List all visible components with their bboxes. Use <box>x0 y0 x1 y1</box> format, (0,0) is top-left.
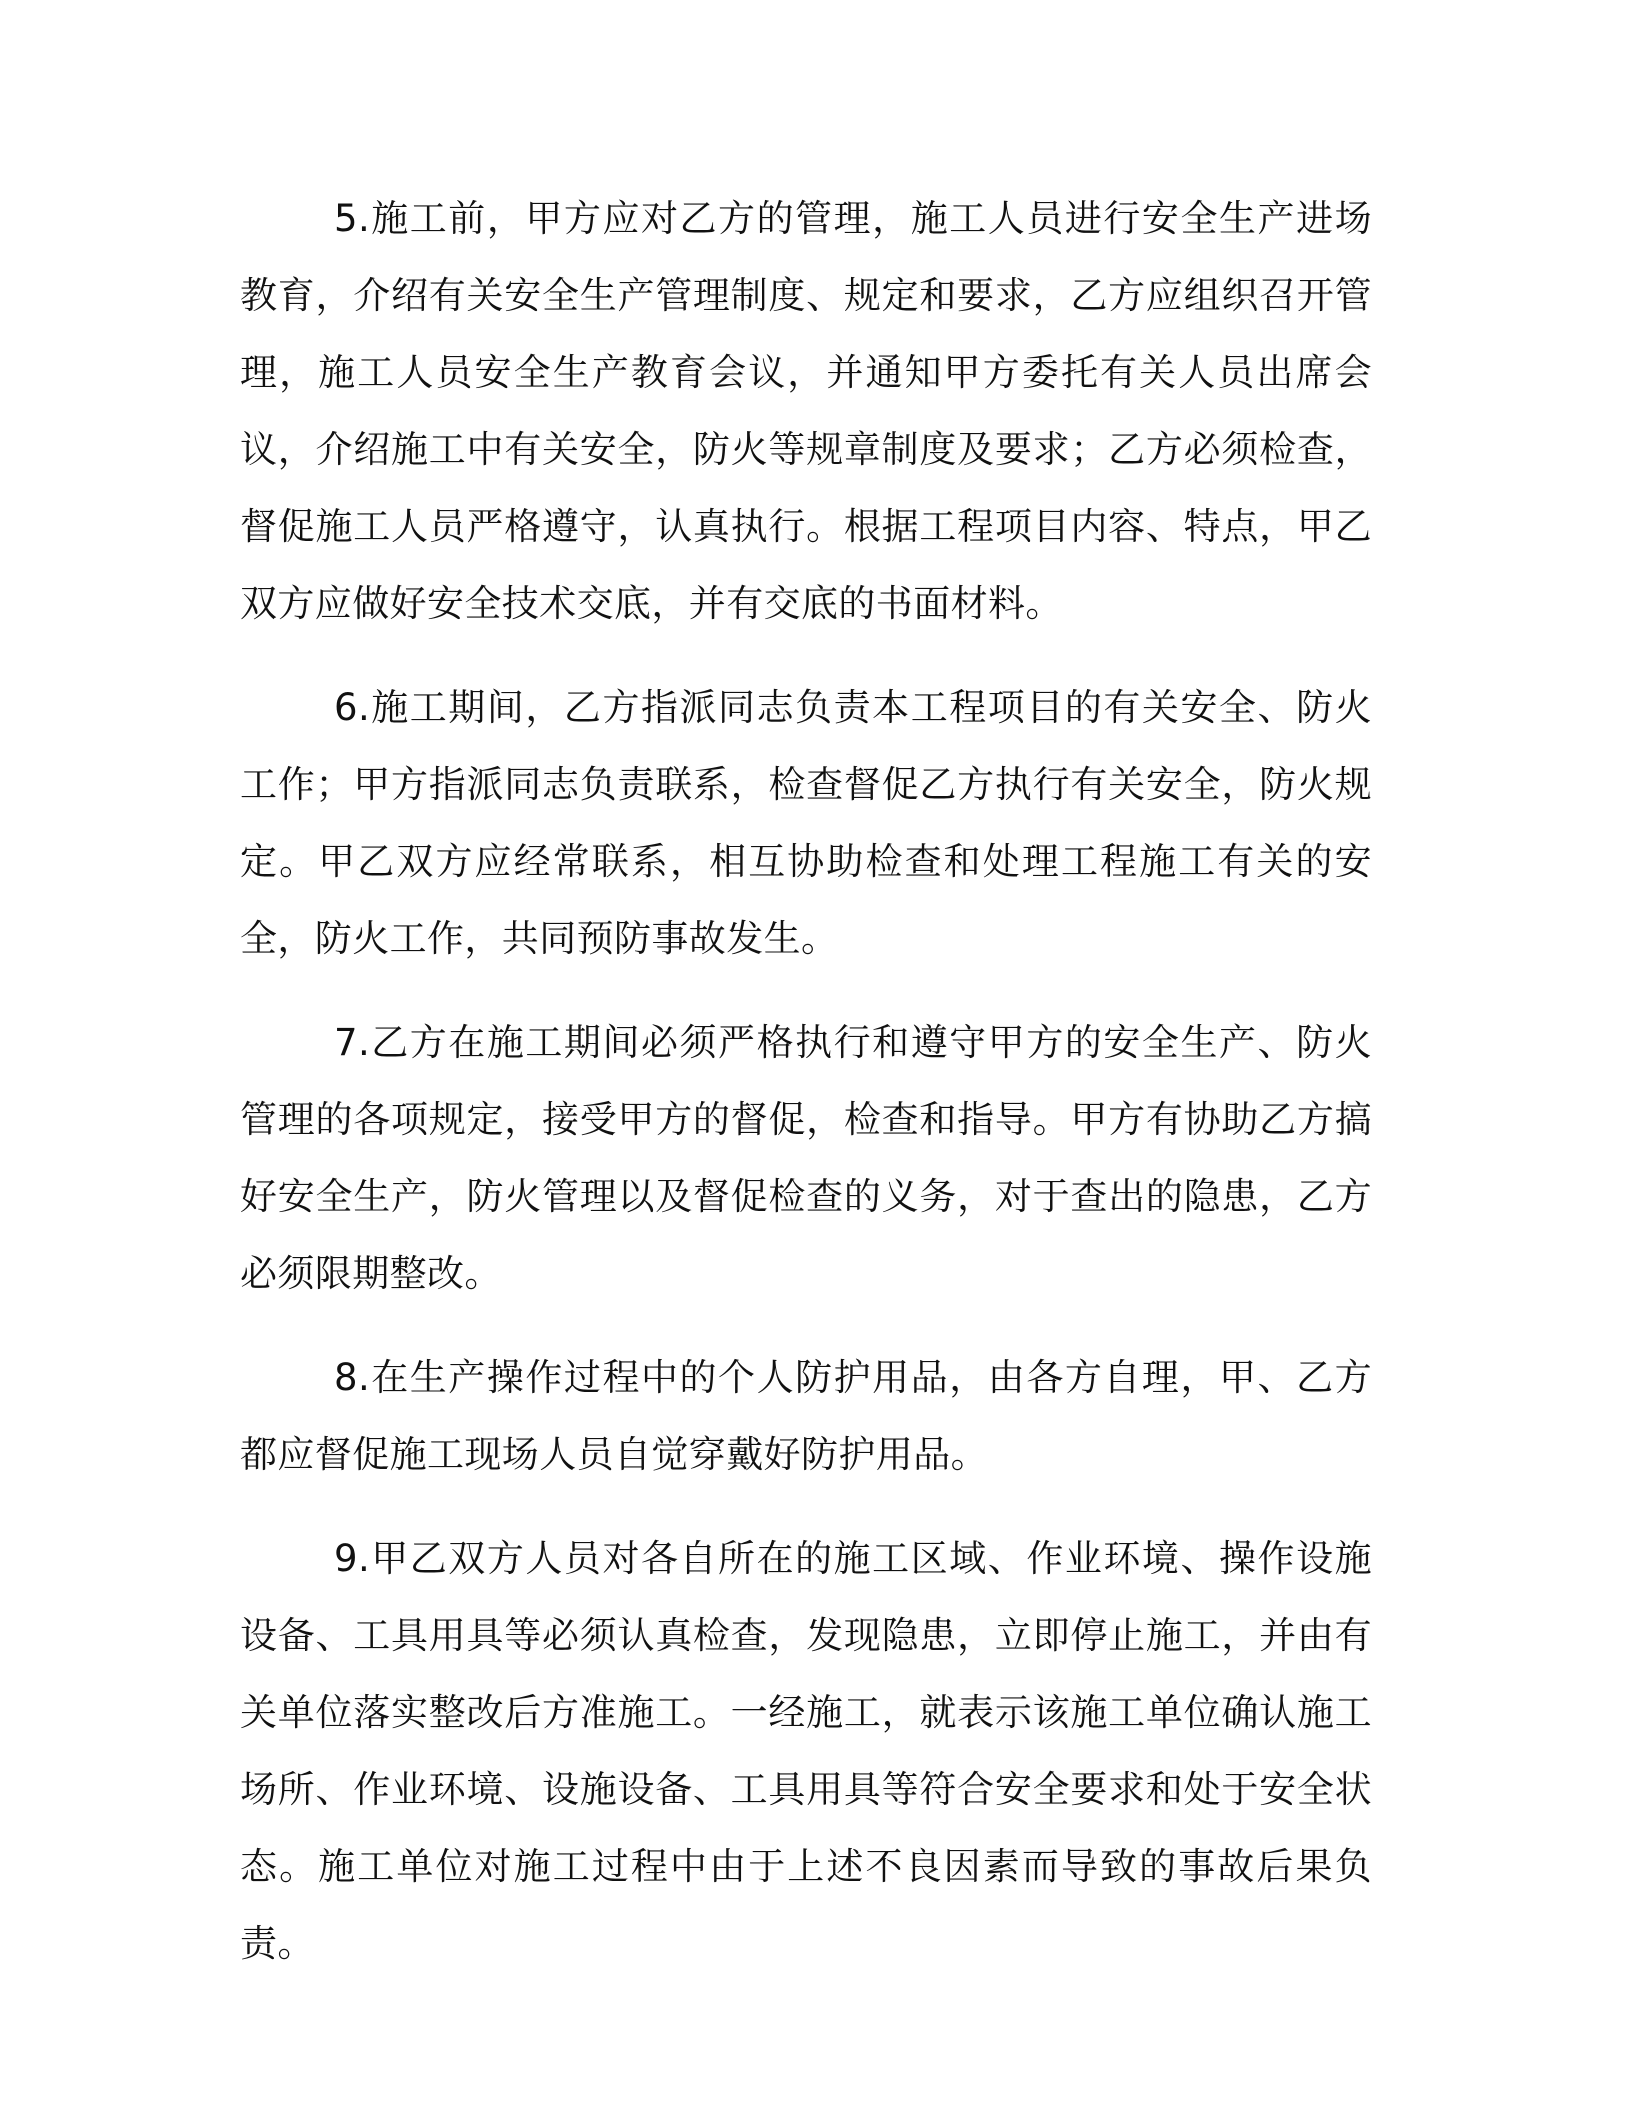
paragraph-item-8: 8.在生产操作过程中的个人防护用品，由各方自理，甲、乙方都应督促施工现场人员自觉穿戴好防护用品。 <box>240 1356 1372 1476</box>
document-body <box>240 180 1372 2009</box>
paragraph-item-9: 9.甲乙双方人员对各自所在的施工区域、作业环境、操作设施设备、工具用具等必须认真检查，发现隐患，立即停止施工，并由有关单位落实整改后方准施工。一经施工，就表示该施工单位确认施工场所、作业环境、设施设备、工具用具等符合安全要求和处于安全状态。施工单位对施工过程中由于上述不良因素而导致的事故后果负责。 <box>240 1537 1372 1965</box>
paragraph-item-6: 6.施工期间，乙方指派同志负责本工程项目的有关安全、防火工作；甲方指派同志负责联系，检查督促乙方执行有关安全，防火规定。甲乙双方应经常联系，相互协助检查和处理工程施工有关的安全，防火工作，共同预防事故发生。 <box>240 686 1372 960</box>
paragraph-item-5: 5.施工前，甲方应对乙方的管理，施工人员进行安全生产进场教育，介绍有关安全生产管理制度、规定和要求，乙方应组织召开管理，施工人员安全生产教育会议，并通知甲方委托有关人员出席会议，介绍施工中有关安全，防火等规章制度及要求；乙方必须检查，督促施工人员严格遵守，认真执行。根据工程项目内容、特点，甲乙双方应做好安全技术交底，并有交底的书面材料。 <box>240 197 1372 625</box>
paragraph-item-7: 7.乙方在施工期间必须严格执行和遵守甲方的安全生产、防火管理的各项规定，接受甲方的督促，检查和指导。甲方有协助乙方搞好安全生产，防火管理以及督促检查的义务，对于查出的隐患，乙方必须限期整改。 <box>240 1021 1372 1295</box>
